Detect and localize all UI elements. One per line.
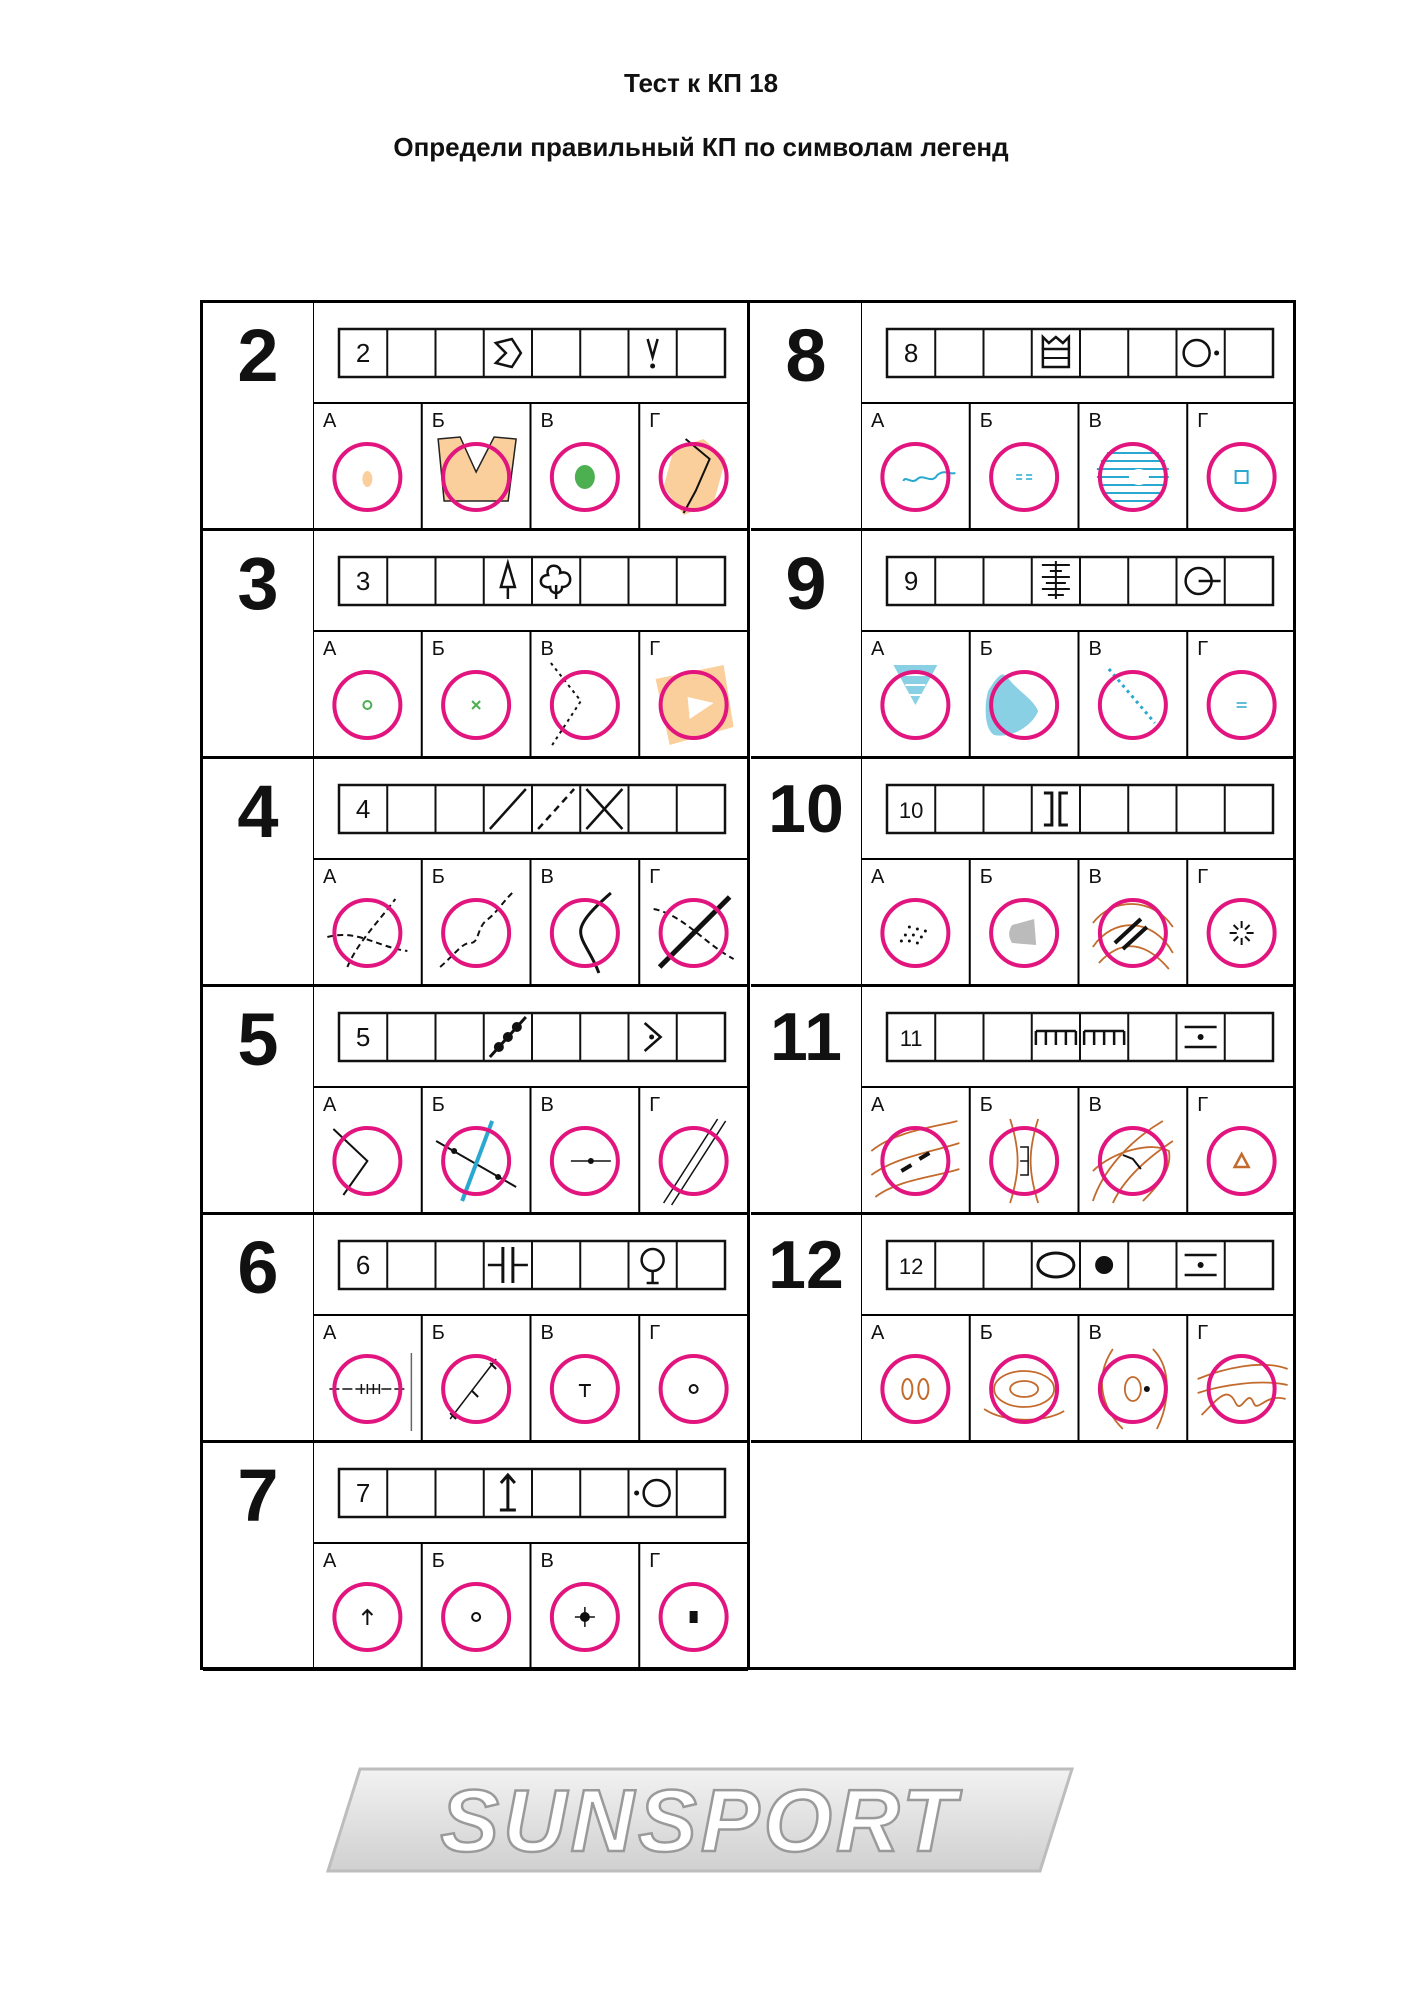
option-letter: Г — [649, 410, 661, 432]
option-2[interactable] — [541, 1550, 618, 1650]
description-row — [339, 557, 725, 605]
option-letter: А — [323, 1550, 337, 1572]
description-row — [339, 329, 725, 377]
question-6 — [203, 1215, 748, 1443]
question-number: 11 — [770, 999, 842, 1075]
description-row — [887, 785, 1273, 833]
legend-symbol — [645, 1023, 661, 1051]
option-letter: Г — [1197, 1322, 1209, 1344]
option-3[interactable] — [1197, 410, 1274, 510]
option-letter: В — [540, 1094, 554, 1116]
option-1[interactable] — [432, 1550, 509, 1650]
control-circle — [991, 1356, 1057, 1422]
legend-symbol — [490, 1017, 526, 1057]
option-2[interactable] — [541, 1094, 618, 1194]
legend-symbol — [1044, 793, 1068, 825]
legend-symbol — [501, 563, 515, 599]
option-0[interactable] — [323, 1094, 400, 1195]
option-3[interactable] — [649, 1322, 726, 1422]
question-8 — [751, 303, 1296, 531]
legend-symbol — [490, 789, 526, 829]
control-circle — [1100, 672, 1166, 738]
row-label: 2 — [355, 338, 371, 368]
row-label: 6 — [355, 1250, 371, 1280]
option-2[interactable] — [541, 410, 618, 510]
option-letter: В — [1088, 410, 1102, 432]
option-1[interactable] — [980, 1094, 1057, 1203]
option-1[interactable] — [980, 638, 1057, 738]
legend-symbol — [634, 1480, 670, 1506]
control-circle — [661, 1128, 727, 1194]
option-letter: Б — [979, 638, 993, 660]
control-circle — [552, 672, 618, 738]
option-letter: Б — [979, 1094, 993, 1116]
question-12 — [751, 1215, 1296, 1443]
row-label: 12 — [898, 1254, 924, 1279]
option-letter: В — [1088, 1322, 1102, 1344]
question-10 — [751, 759, 1296, 987]
row-label: 3 — [355, 566, 371, 596]
question-3 — [203, 531, 748, 759]
option-2[interactable] — [1089, 410, 1169, 510]
question-number: 12 — [768, 1227, 844, 1303]
option-letter: В — [540, 410, 554, 432]
option-letter: А — [871, 866, 885, 888]
page-subtitle: Определи правильный КП по символам легенд — [393, 132, 1009, 162]
legend-symbol — [1186, 568, 1221, 594]
option-letter: Б — [431, 638, 445, 660]
option-1[interactable] — [432, 638, 509, 738]
option-2[interactable] — [1089, 1322, 1167, 1429]
option-letter: Г — [649, 1322, 661, 1344]
control-circle — [552, 900, 618, 966]
sunsport-logo — [320, 1765, 1080, 1875]
control-circle — [661, 1356, 727, 1422]
control-circle — [882, 1128, 948, 1194]
option-letter: Б — [431, 1322, 445, 1344]
option-letter: В — [1088, 638, 1102, 660]
option-letter: В — [540, 638, 554, 660]
option-letter: В — [1088, 866, 1102, 888]
row-label: 5 — [355, 1022, 371, 1052]
option-2[interactable] — [541, 1322, 618, 1422]
option-2[interactable] — [1089, 866, 1173, 969]
question-panel — [861, 303, 1296, 531]
option-1[interactable] — [432, 866, 512, 967]
page-title: Тест к КП 18 — [623, 68, 779, 98]
control-circle — [991, 444, 1057, 510]
option-3[interactable] — [1197, 866, 1274, 966]
option-3[interactable] — [1197, 638, 1274, 738]
question-number: 3 — [237, 542, 279, 625]
option-letter: А — [323, 866, 337, 888]
option-3[interactable] — [649, 866, 733, 967]
option-1[interactable] — [432, 410, 516, 510]
row-label: 10 — [898, 798, 924, 823]
control-circle — [334, 672, 400, 738]
question-panel — [861, 987, 1296, 1215]
control-circle — [443, 1584, 509, 1650]
option-letter: Г — [1197, 638, 1209, 660]
control-circle — [882, 900, 948, 966]
option-letter: Б — [431, 1550, 445, 1572]
option-letter: В — [1088, 1094, 1102, 1116]
option-letter: Б — [431, 866, 445, 888]
question-11 — [751, 987, 1296, 1215]
option-0[interactable] — [323, 866, 407, 967]
option-letter: Г — [1197, 410, 1209, 432]
question-number: 5 — [237, 998, 279, 1081]
option-3[interactable] — [649, 638, 733, 745]
row-label: 11 — [899, 1026, 923, 1051]
control-circle — [1209, 1128, 1275, 1194]
option-0[interactable] — [323, 410, 400, 510]
question-5 — [203, 987, 748, 1215]
control-circle — [443, 1356, 509, 1422]
control-circle — [882, 1356, 948, 1422]
question-panel — [861, 1215, 1296, 1443]
option-letter: В — [540, 1550, 554, 1572]
option-1[interactable] — [980, 410, 1057, 510]
legend-symbol — [1038, 1253, 1074, 1277]
option-3[interactable] — [1197, 1322, 1287, 1422]
option-1[interactable] — [432, 1094, 516, 1201]
option-1[interactable] — [980, 866, 1057, 966]
question-number: 4 — [237, 770, 279, 853]
question-panel — [313, 1443, 748, 1671]
option-letter: Б — [979, 1322, 993, 1344]
legend-symbol — [496, 339, 521, 367]
description-row — [339, 1469, 725, 1517]
description-row — [887, 1241, 1273, 1289]
legend-symbol — [538, 789, 574, 829]
control-circle — [1209, 672, 1275, 738]
control-circle — [1100, 1356, 1166, 1422]
description-row — [339, 1241, 725, 1289]
option-letter: Г — [1197, 866, 1209, 888]
option-letter: Б — [979, 866, 993, 888]
question-number: 7 — [237, 1454, 279, 1537]
option-3[interactable] — [649, 1094, 726, 1205]
control-circle — [334, 900, 400, 966]
legend-symbol — [1042, 561, 1070, 599]
option-letter: Б — [431, 1094, 445, 1116]
question-number: 6 — [237, 1226, 279, 1309]
question-9 — [751, 531, 1296, 759]
row-label: 7 — [355, 1478, 371, 1508]
control-circle — [1209, 444, 1275, 510]
legend-symbol — [1185, 1027, 1217, 1047]
option-letter: Г — [1197, 1094, 1209, 1116]
option-letter: В — [540, 866, 554, 888]
option-1[interactable] — [980, 1322, 1064, 1422]
option-0[interactable] — [323, 1550, 400, 1650]
option-letter: Б — [431, 410, 445, 432]
legend-symbol — [488, 1247, 528, 1283]
option-2[interactable] — [541, 638, 618, 747]
question-panel — [861, 531, 1296, 759]
option-0[interactable] — [871, 866, 948, 966]
option-1[interactable] — [432, 1322, 509, 1422]
question-number: 2 — [237, 314, 279, 397]
option-letter: В — [540, 1322, 554, 1344]
control-circle — [882, 444, 948, 510]
option-3[interactable] — [649, 1550, 726, 1650]
row-label: 8 — [903, 338, 919, 368]
option-2[interactable] — [1089, 1094, 1173, 1203]
question-7 — [203, 1443, 748, 1671]
option-letter: А — [871, 1322, 885, 1344]
option-2[interactable] — [541, 866, 618, 973]
option-0[interactable] — [871, 638, 948, 738]
option-0[interactable] — [871, 1322, 948, 1422]
legend-symbol — [648, 339, 658, 369]
question-number: 10 — [768, 771, 844, 847]
question-panel — [313, 987, 748, 1215]
question-4 — [203, 759, 748, 987]
option-2[interactable] — [1089, 638, 1166, 738]
option-letter: А — [871, 410, 885, 432]
description-row — [339, 785, 725, 833]
option-letter: А — [871, 1094, 885, 1116]
option-letter: Г — [649, 866, 661, 888]
description-row — [887, 1013, 1273, 1061]
question-number: 9 — [785, 542, 827, 625]
question-panel — [861, 759, 1296, 987]
description-row — [887, 557, 1273, 605]
option-letter: Г — [649, 638, 661, 660]
option-letter: А — [323, 1322, 337, 1344]
row-label: 4 — [355, 794, 371, 824]
option-letter: Г — [649, 1550, 661, 1572]
option-0[interactable] — [323, 1322, 411, 1431]
option-letter: А — [323, 410, 337, 432]
legend-symbol — [541, 566, 570, 599]
legend-symbol — [1095, 1256, 1113, 1274]
option-0[interactable] — [871, 1094, 959, 1197]
question-panel — [313, 1215, 748, 1443]
option-letter: А — [323, 1094, 337, 1116]
question-panel — [313, 759, 748, 987]
control-circle — [443, 900, 509, 966]
option-letter: Б — [979, 410, 993, 432]
legend-symbol — [1184, 340, 1220, 366]
option-letter: А — [323, 638, 337, 660]
legend-symbol — [586, 789, 622, 829]
question-panel — [313, 531, 748, 759]
legend-symbol — [1036, 1031, 1076, 1045]
legend-symbol — [1185, 1255, 1217, 1275]
legend-symbol — [1043, 337, 1069, 367]
question-panel — [313, 303, 748, 531]
question-2 — [203, 303, 748, 531]
row-label: 9 — [903, 566, 919, 596]
control-circle — [1100, 1128, 1166, 1194]
option-3[interactable] — [1197, 1094, 1274, 1194]
option-letter: А — [871, 638, 885, 660]
legend-symbol — [642, 1249, 664, 1283]
description-row — [887, 329, 1273, 377]
option-0[interactable] — [323, 638, 400, 738]
quiz-grid — [200, 300, 1296, 1670]
option-0[interactable] — [871, 410, 955, 510]
option-3[interactable] — [649, 410, 726, 515]
legend-symbol — [1084, 1031, 1124, 1045]
logo-text: SUNSPORT — [440, 1771, 960, 1870]
option-letter: Г — [649, 1094, 661, 1116]
legend-symbol — [500, 1475, 516, 1510]
description-row — [339, 1013, 725, 1061]
question-number: 8 — [785, 314, 827, 397]
